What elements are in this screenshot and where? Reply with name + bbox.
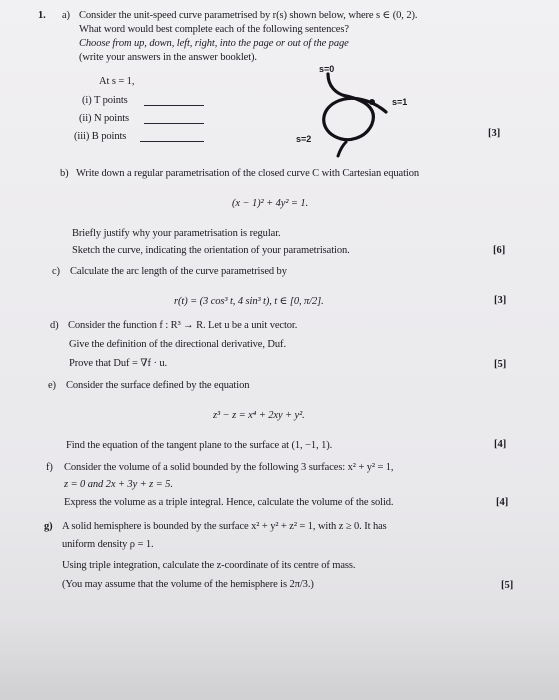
part-b-marks: [6]: [493, 245, 506, 256]
part-e-line1: Consider the surface defined by the equation: [66, 380, 250, 391]
part-e-letter: e): [48, 380, 56, 391]
part-b-line2: Briefly justify why your parametrisation is regular.: [72, 228, 281, 239]
label-s0: s=0: [319, 64, 335, 74]
part-a-item-i: (i) T points: [82, 95, 128, 106]
part-d-line2: Give the definition of the directional derivative, Duf.: [69, 339, 286, 350]
part-a-line4: (write your answers in the answer booklet).: [79, 52, 257, 63]
space-curve: [324, 74, 386, 140]
part-f-marks: [4]: [496, 497, 509, 508]
part-b-letter: b): [60, 168, 69, 179]
part-e-line2: Find the equation of the tangent plane to the surface at (1, −1, 1).: [66, 440, 333, 451]
part-a-at-s: At s = 1,: [99, 76, 135, 87]
part-d-line3: Prove that Duf = ∇f · u.: [69, 358, 168, 369]
part-a-line3: Choose from up, down, left, right, into the page or out of the page: [79, 38, 349, 49]
part-b-equation: (x − 1)² + 4y² = 1.: [232, 198, 309, 209]
answer-blank-i: [144, 105, 204, 106]
part-e-marks: [4]: [494, 439, 507, 450]
part-a-line1: Consider the unit-speed curve parametrised by r(s) shown below, where s ∈ (0, 2).: [79, 10, 418, 21]
answer-blank-iii: [140, 141, 204, 142]
part-a-line2: What word would best complete each of the following sentences?: [79, 24, 349, 35]
part-b-line3: Sketch the curve, indicating the orientation of your parametrisation.: [72, 245, 350, 256]
curve-tail: [338, 142, 346, 156]
part-g-line4: (You may assume that the volume of the hemisphere is 2π/3.): [62, 579, 314, 590]
part-c-equation: r(t) = (3 cos³ t, 4 sin³ t), t ∈ [0, π/2].: [174, 296, 324, 307]
part-d-letter: d): [50, 320, 59, 331]
part-a-marks: [3]: [488, 128, 501, 139]
part-b-line1: Write down a regular parametrisation of the closed curve C with Cartesian equation: [76, 168, 420, 179]
part-d-marks: [5]: [494, 359, 507, 370]
part-e-equation: z³ − z = x⁴ + 2xy + y².: [213, 410, 305, 421]
label-s1: s=1: [392, 97, 408, 107]
label-s2: s=2: [296, 134, 312, 144]
part-g-line2: uniform density ρ = 1.: [62, 539, 154, 550]
part-g-line3: Using triple integration, calculate the z-coordinate of its centre of mass.: [62, 560, 356, 571]
part-a-item-ii: (ii) N points: [79, 113, 130, 124]
part-c-letter: c): [52, 266, 60, 277]
question-number: 1.: [38, 10, 46, 21]
part-c-line1: Calculate the arc length of the curve parametrised by: [70, 266, 287, 277]
part-g-letter: g): [44, 521, 53, 532]
part-c-marks: [3]: [494, 295, 507, 306]
curve-figure: [260, 60, 420, 160]
s1-point: [369, 99, 375, 105]
part-a-letter: a): [62, 10, 70, 21]
part-f-line3: Express the volume as a triple integral. Hence, calculate the volume of the solid.: [64, 497, 394, 508]
part-d-line1: Consider the function f : R³ → R. Let u be a unit vector.: [68, 320, 298, 331]
page-shadow: [0, 620, 559, 700]
part-f-line1: Consider the volume of a solid bounded by the following 3 surfaces: x² + y² = 1,: [64, 462, 394, 473]
part-g-marks: [5]: [501, 580, 514, 591]
part-g-line1: A solid hemisphere is bounded by the surface x² + y² + z² = 1, with z ≥ 0. It has: [62, 521, 387, 532]
part-f-line2: z = 0 and 2x + 3y + z = 5.: [64, 479, 173, 490]
part-f-letter: f): [46, 462, 53, 473]
part-a-item-iii: (iii) B points: [74, 131, 127, 142]
answer-blank-ii: [144, 123, 204, 124]
